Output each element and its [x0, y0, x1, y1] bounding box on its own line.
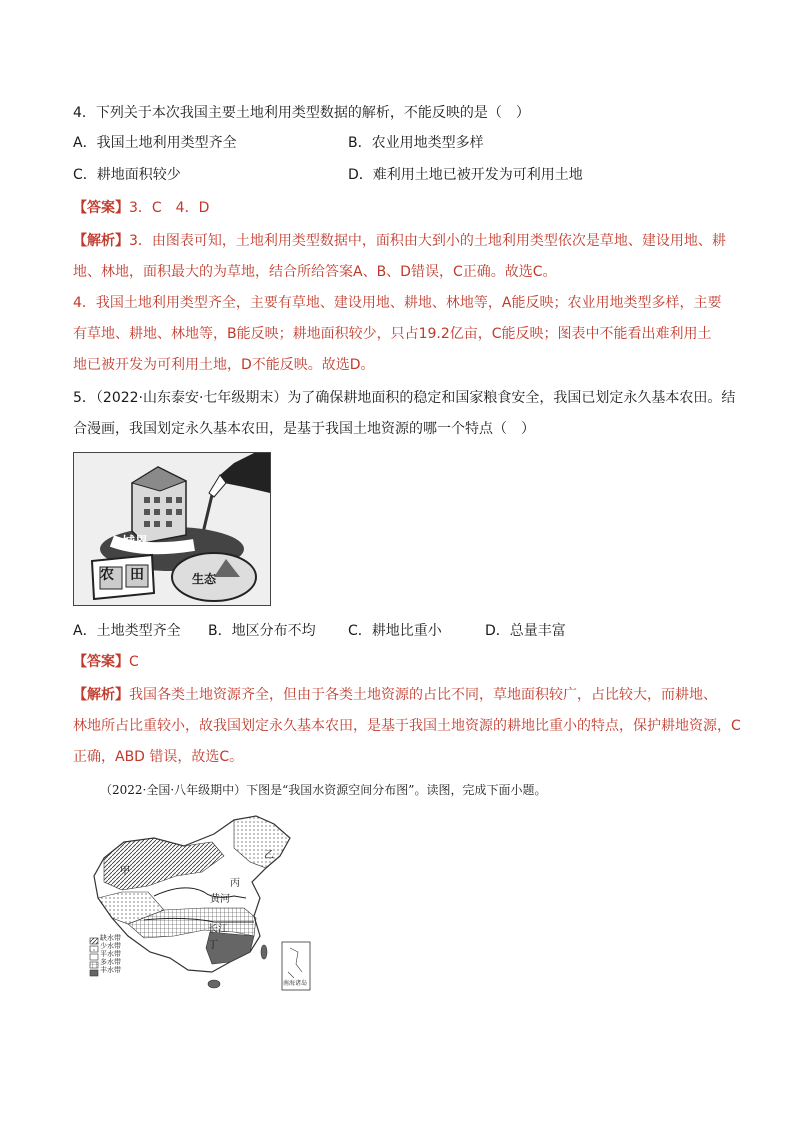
q5-option-c: C．耕地比重小 [348, 623, 442, 639]
map-inset-label: 南海诸岛 [283, 980, 308, 987]
analysis-5-line-1 [73, 685, 717, 705]
map-label-yi: 乙 [264, 850, 274, 861]
cartoon-label-city: 城界 [122, 535, 149, 550]
q5-stem-line-1: 5．（2022·山东泰安·七年级期末）为了确保耕地面积的稳定和国家粮食安全，我国已划定永久基本农田。结 [73, 390, 736, 406]
q5-stem-line-2: 合漫画，我国划定永久基本农田，是基于我国土地资源的哪一个特点（ ） [73, 421, 535, 437]
analysis-34-line-3: 4．我国土地利用类型齐全，主要有草地、建设用地、耕地、林地等，A能反映；农业用地类型多样，主要 [73, 295, 722, 311]
q5-option-b: B．地区分布不均 [208, 623, 316, 639]
cartoon-label-eco: 生态 [192, 572, 217, 586]
q4-option-c: C．耕地面积较少 [73, 167, 181, 183]
map-intro: （2022·全国·八年级期中）下图是“我国水资源空间分布图”。读图，完成下面小题。 [100, 783, 547, 797]
map-label-ding: 丁 [208, 940, 218, 951]
q4-stem: 4．下列关于本次我国主要土地利用类型数据的解析，不能反映的是（ ） [73, 105, 530, 121]
answer-text: C [129, 654, 139, 670]
map-legend-1: 缺水带 [100, 934, 121, 942]
map-label-huanghe: 黄河 [210, 894, 230, 905]
analysis-text: 3．由图表可知，土地利用类型数据中，面积由大到小的土地利用类型依次是草地、建设用地、耕 [129, 233, 726, 249]
map-label-jia: 甲 [120, 866, 130, 877]
q5-option-d: D．总量丰富 [485, 623, 566, 639]
analysis-34-line-2: 地、林地，面积最大的为草地，结合所给答案A、B、D错误，C正确。故选C。 [73, 264, 557, 280]
analysis-text: 我国各类土地资源齐全，但由于各类土地资源的占比不同，草地面积较广，占比较大，而耕地、 [129, 687, 717, 703]
answer-text: 3．C 4．D [129, 200, 210, 216]
analysis-5-line-2: 林地所占比重较小，故我国划定永久基本农田，是基于我国土地资源的耕地比重小的特点，保护耕地资源，C [73, 718, 741, 734]
map-legend-5: 丰水带 [100, 966, 121, 974]
cartoon-image [73, 452, 271, 606]
water-resource-map [84, 812, 312, 997]
analysis-tag: 【解析】 [73, 687, 129, 703]
analysis-tag: 【解析】 [73, 233, 129, 249]
answer-tag: 【答案】 [73, 654, 129, 670]
analysis-34-line-1 [73, 231, 726, 251]
q4-option-a: A．我国土地利用类型齐全 [73, 135, 237, 151]
map-legend-4: 多水带 [100, 958, 121, 966]
analysis-34-line-4: 有草地、耕地、林地等，B能反映；耕地面积较少，只占19.2亿亩，C能反映；图表中不能看出难利用土 [73, 326, 712, 342]
q5-option-a: A．土地类型齐全 [73, 623, 181, 639]
q4-option-d: D．难利用土地已被开发为可利用土地 [348, 167, 583, 183]
map-label-bing: 丙 [230, 878, 240, 889]
analysis-34-line-5: 地已被开发为可利用土地，D不能反映。故选D。 [73, 357, 375, 373]
cartoon-label-farm: 农 田 [100, 567, 145, 583]
map-legend-3: 平水带 [100, 950, 121, 958]
answer-tag: 【答案】 [73, 200, 129, 216]
answer-34 [73, 198, 209, 218]
analysis-5-line-3: 正确，ABD 错误，故选C。 [73, 749, 244, 765]
answer-5 [73, 652, 139, 672]
map-legend-2: 少水带 [100, 942, 121, 950]
q4-option-b: B．农业用地类型多样 [348, 135, 484, 151]
map-label-changjiang: 长江 [208, 924, 228, 935]
